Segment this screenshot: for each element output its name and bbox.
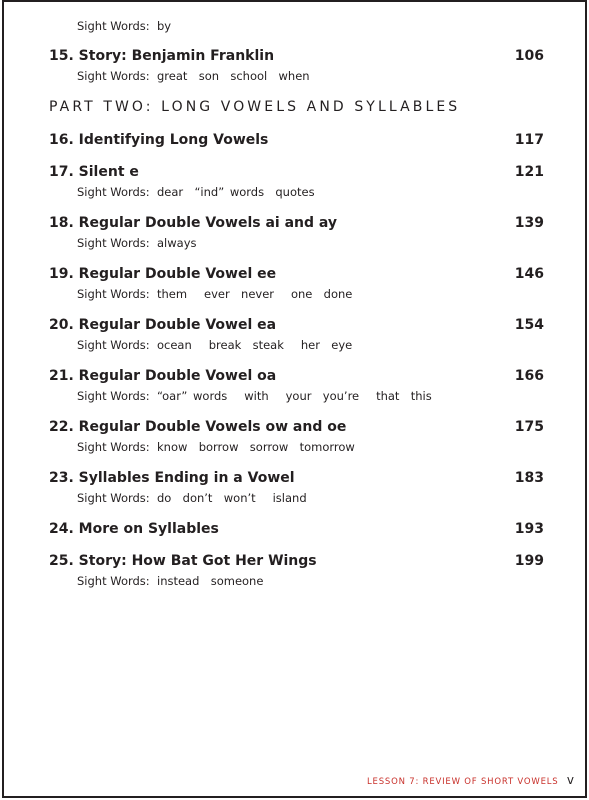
lesson-25-title: 25. Story: How Bat Got Her Wings <box>49 553 317 569</box>
sight-label: Sight Words: <box>77 389 150 403</box>
sight-label: Sight Words: <box>77 574 150 588</box>
sight-label: Sight Words: <box>77 440 150 454</box>
lesson-23-page: 183 <box>514 470 544 486</box>
lesson-22-sight <box>77 440 355 454</box>
sight-label: Sight Words: <box>77 287 150 301</box>
sight-words: by <box>157 19 172 33</box>
lesson-21-sight <box>77 389 432 403</box>
lesson-20-sight <box>77 338 352 352</box>
lesson-15-title: 15. Story: Benjamin Franklin <box>49 48 275 64</box>
lesson-15-sight <box>77 69 310 83</box>
lesson-16-page: 117 <box>514 132 544 148</box>
lesson-25-sight <box>77 574 263 588</box>
lesson-23-title: 23. Syllables Ending in a Vowel <box>49 470 295 486</box>
sight-words: “oar” words with your you’re that this <box>157 389 432 403</box>
lesson-18-title: 18. Regular Double Vowels ai and ay <box>49 215 338 231</box>
lesson-20-title: 20. Regular Double Vowel ea <box>49 317 277 333</box>
lesson-23-sight <box>77 491 307 505</box>
lesson-21-page: 166 <box>514 368 544 384</box>
sight-words: great son school when <box>157 69 310 83</box>
sight-words: dear “ind” words quotes <box>157 185 315 199</box>
lesson-18-sight <box>77 236 197 250</box>
lesson-22-page: 175 <box>514 419 544 435</box>
sight-words: instead someone <box>157 574 264 588</box>
lesson-19-page: 146 <box>514 266 544 282</box>
lesson-22-title: 22. Regular Double Vowels ow and oe <box>49 419 347 435</box>
sight-label: Sight Words: <box>77 338 150 352</box>
lesson-18-page: 139 <box>514 215 544 231</box>
sight-words: ocean break steak her eye <box>157 338 353 352</box>
lesson-19-title: 19. Regular Double Vowel ee <box>49 266 277 282</box>
lesson-17-page: 121 <box>514 164 544 180</box>
sight-words: do don’t won’t island <box>157 491 307 505</box>
sight-label: Sight Words: <box>77 185 150 199</box>
sight-label: Sight Words: <box>77 491 150 505</box>
lesson-15-page: 106 <box>514 48 544 64</box>
lesson-21-title: 21. Regular Double Vowel oa <box>49 368 277 384</box>
sight-label: Sight Words: <box>77 236 150 250</box>
sight-label: Sight Words: <box>77 19 150 33</box>
sight-words: them ever never one done <box>157 287 353 301</box>
sight-words: know borrow sorrow tomorrow <box>157 440 355 454</box>
part-heading: PART TWO: LONG VOWELS AND SYLLABLES <box>49 99 461 115</box>
lesson-24-title: 24. More on Syllables <box>49 521 219 537</box>
lesson-16-title: 16. Identifying Long Vowels <box>49 132 269 148</box>
lesson-24-page: 193 <box>514 521 544 537</box>
sight-label: Sight Words: <box>77 69 150 83</box>
lesson-17-sight <box>77 185 315 199</box>
top-sight-words <box>77 19 171 33</box>
lesson-25-page: 199 <box>514 553 544 569</box>
lesson-20-page: 154 <box>514 317 544 333</box>
page-number: v <box>566 773 574 787</box>
sight-words: always <box>157 236 197 250</box>
lesson-19-sight <box>77 287 352 301</box>
running-head: LESSON 7: REVIEW OF SHORT VOWELS <box>367 777 559 787</box>
lesson-17-title: 17. Silent e <box>49 164 139 180</box>
